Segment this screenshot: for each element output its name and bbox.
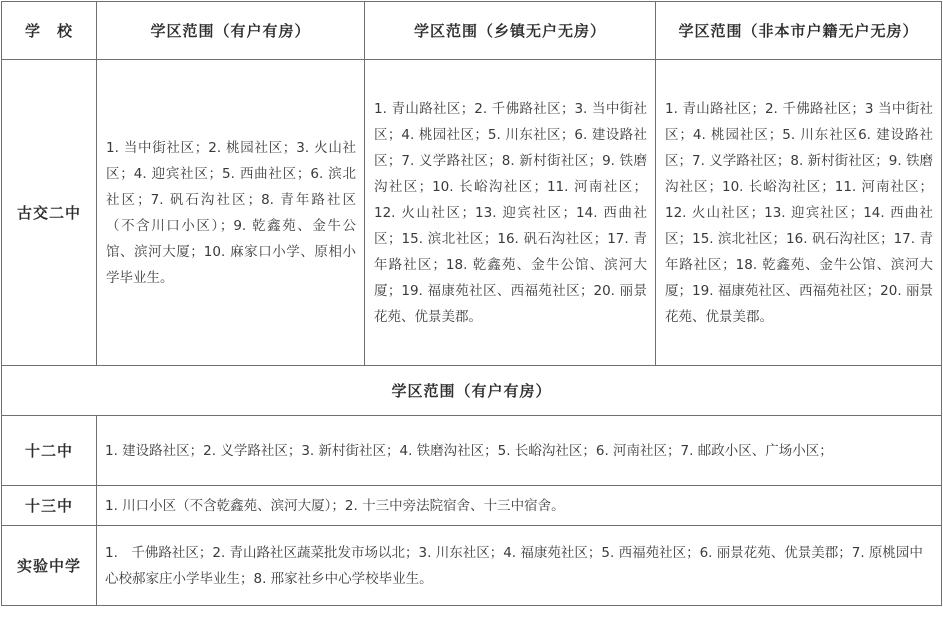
header-own-household: 学区范围（有户有房） <box>97 2 365 60</box>
sub-header-own-household: 学区范围（有户有房） <box>2 366 942 416</box>
table-row-experimental <box>2 526 942 606</box>
school-name-experimental: 实验中学 <box>2 526 97 606</box>
district-text-own: 1. 当中街社区；2. 桃园社区；3. 火山社区；4. 迎宾社区；5. 西曲社区；6. 滨北社区；7. 矾石沟社区；8. 青年路社区（不含川口小区）；9. 乾鑫苑、金牛公馆、滨河大厦；10. 麻家口小学、原相小学毕业生。 <box>106 139 356 286</box>
school-name-13: 十三中 <box>2 486 97 526</box>
cell-district-12 <box>97 416 942 486</box>
cell-district-13 <box>97 486 942 526</box>
cell-own-household <box>97 60 365 366</box>
district-text-town: 1. 青山路社区；2. 千佛路社区；3. 当中街社区；4. 桃园社区；5. 川东社区；6. 建设路社区；7. 义学路社区；8. 新村街社区；9. 铁磨沟社区；10. 长峪沟社区；11. 河南社区；12. 火山社区；13. 迎宾社区；14. 西曲社区；15. 滨北社区；16. 矾石沟社区；17. 青年路社区；18. 乾鑫苑、金牛公馆、滨河大厦；19. 福康苑社区、西福苑社区；20. 丽景花苑、优景美郡。 <box>374 100 647 325</box>
school-name-12: 十二中 <box>2 416 97 486</box>
sub-header-row <box>2 366 942 416</box>
table-row-gujiao <box>2 60 942 366</box>
cell-nonlocal-no-household <box>656 60 942 366</box>
district-text-13: 1. 川口小区（不含乾鑫苑、滨河大厦）；2. 十三中旁法院宿舍、十三中宿舍。 <box>105 497 565 514</box>
school-name-gujiao: 古交二中 <box>2 60 97 366</box>
district-text-nonlocal: 1. 青山路社区；2. 千佛路社区；3 当中街社区；4. 桃园社区；5. 川东社区6. 建设路社区；7. 义学路社区；8. 新村街社区；9. 铁磨沟社区；10. 长峪沟社区；11. 河南社区；12. 火山社区；13. 迎宾社区；14. 西曲社区；15. 滨北社区；16. 矾石沟社区；17. 青年路社区；18. 乾鑫苑、金牛公馆、滨河大厦；19. 福康苑社区、西福苑社区；20. 丽景花苑、优景美郡。 <box>665 100 933 325</box>
table-row-school-13 <box>2 486 942 526</box>
table-header-row <box>2 2 942 60</box>
district-text-experimental: 1. 千佛路社区；2. 青山路社区蔬菜批发市场以北；3. 川东社区；4. 福康苑社区；5. 西福苑社区；6. 丽景花苑、优景美郡；7. 原桃园中心校郝家庄小学毕业生；8. 邢家社乡中心学校毕业生。 <box>105 544 923 587</box>
header-nonlocal-no-household: 学区范围（非本市户籍无户无房） <box>656 2 942 60</box>
header-town-no-household: 学区范围（乡镇无户无房） <box>365 2 656 60</box>
header-school: 学 校 <box>2 2 97 60</box>
school-district-table <box>1 1 942 606</box>
district-text-12: 1. 建设路社区；2. 义学路社区；3. 新村街社区；4. 铁磨沟社区；5. 长峪沟社区；6. 河南社区；7. 邮政小区、广场小区； <box>105 442 833 459</box>
table-row-school-12 <box>2 416 942 486</box>
cell-district-experimental <box>97 526 942 606</box>
cell-town-no-household <box>365 60 656 366</box>
